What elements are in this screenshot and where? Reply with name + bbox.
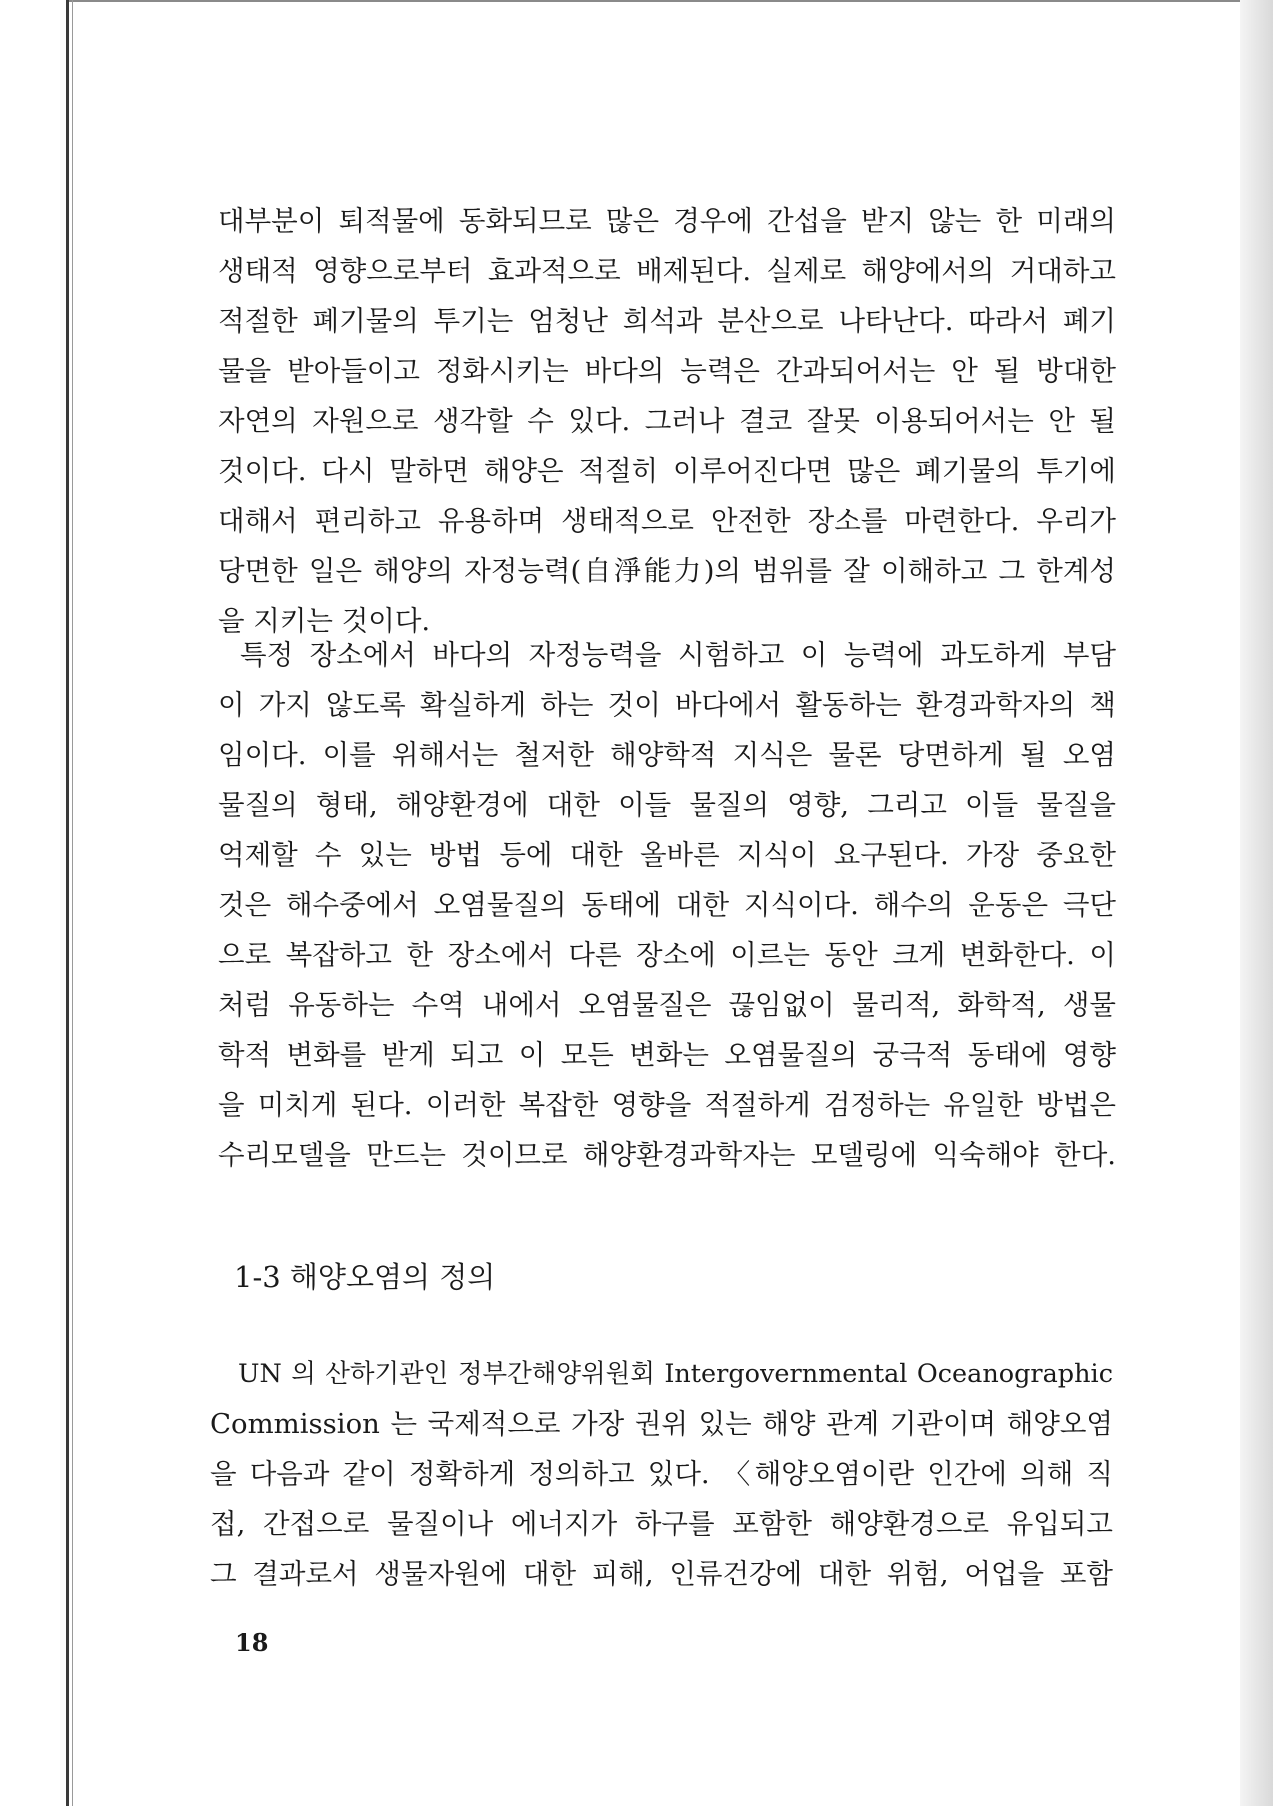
text-line: 학적 변화를 받게 되고 이 모든 변화는 오염물질의 궁극적 동태에 영향 — [218, 1039, 1116, 1071]
text-line: 대부분이 퇴적물에 동화되므로 많은 경우에 간섭을 받지 않는 한 미래의 — [218, 205, 1116, 237]
paragraph-2 — [218, 630, 1116, 1180]
text-line: 그 결과로서 생물자원에 대한 피해, 인류건강에 대한 위험, 어업을 포함 — [210, 1558, 1113, 1590]
text-line: 을 미치게 된다. 이러한 복잡한 영향을 적절하게 검정하는 유일한 방법은 — [218, 1089, 1117, 1121]
page-left-edge — [66, 0, 69, 1806]
section-heading: 1-3 해양오염의 정의 — [234, 1260, 496, 1294]
text-line: 임이다. 이를 위해서는 철저한 해양학적 지식은 물론 당면하게 될 오염 — [218, 739, 1116, 771]
paragraph-1 — [218, 196, 1116, 646]
text-line: 접, 간접으로 물질이나 에너지가 하구를 포함한 해양환경으로 유입되고 — [210, 1508, 1113, 1540]
text-line: 으로 복잡하고 한 장소에서 다른 장소에 이르는 동안 크게 변화한다. 이 — [218, 939, 1116, 971]
page-number: 18 — [235, 1628, 269, 1657]
text-line: 특정 장소에서 바다의 자정능력을 시험하고 이 능력에 과도하게 부담 — [240, 639, 1116, 671]
text-line: 적절한 폐기물의 투기는 엄청난 희석과 분산으로 나타난다. 따라서 폐기 — [218, 305, 1116, 337]
text-line: 대해서 편리하고 유용하며 생태적으로 안전한 장소를 마련한다. 우리가 — [218, 505, 1116, 537]
text-line: 것이다. 다시 말하면 해양은 적절히 이루어진다면 많은 폐기물의 투기에 — [218, 455, 1116, 487]
text-line: 이 가지 않도록 확실하게 하는 것이 바다에서 활동하는 환경과학자의 책 — [218, 689, 1116, 721]
text-line: 처럼 유동하는 수역 내에서 오염물질은 끊임없이 물리적, 화학적, 생물 — [218, 989, 1116, 1021]
text-line: 물질의 형태, 해양환경에 대한 이들 물질의 영향, 그리고 이들 물질을 — [218, 789, 1116, 821]
text-line: Commission 는 국제적으로 가장 권위 있는 해양 관계 기관이며 해양오염 — [210, 1408, 1113, 1440]
text-line: 생태적 영향으로부터 효과적으로 배제된다. 실제로 해양에서의 거대하고 — [218, 255, 1116, 287]
text-line: 것은 해수중에서 오염물질의 동태에 대한 지식이다. 해수의 운동은 극단 — [218, 889, 1116, 921]
paragraph-3 — [210, 1349, 1113, 1599]
page-left-edge-inner — [72, 0, 73, 1806]
text-line: 물을 받아들이고 정화시키는 바다의 능력은 간과되어서는 안 될 방대한 — [218, 355, 1116, 387]
text-line: 자연의 자원으로 생각할 수 있다. 그러나 결코 잘못 이용되어서는 안 될 — [218, 405, 1116, 437]
text-line: 억제할 수 있는 방법 등에 대한 올바른 지식이 요구된다. 가장 중요한 — [218, 839, 1116, 871]
page-top-edge — [66, 0, 1273, 2]
text-line: UN 의 산하기관인 정부간해양위원회 Intergovernmental Oceanographic — [238, 1359, 1113, 1389]
text-line: 을 지키는 것이다. — [218, 605, 431, 637]
text-line: 당면한 일은 해양의 자정능력(自淨能力)의 범위를 잘 이해하고 그 한계성 — [218, 555, 1116, 587]
page-right-shadow — [1240, 0, 1273, 1806]
text-line: 수리모델을 만드는 것이므로 해양환경과학자는 모델링에 익숙해야 한다. — [218, 1139, 1116, 1171]
text-line: 을 다음과 같이 정확하게 정의하고 있다. 〈해양오염이란 인간에 의해 직 — [210, 1458, 1113, 1490]
